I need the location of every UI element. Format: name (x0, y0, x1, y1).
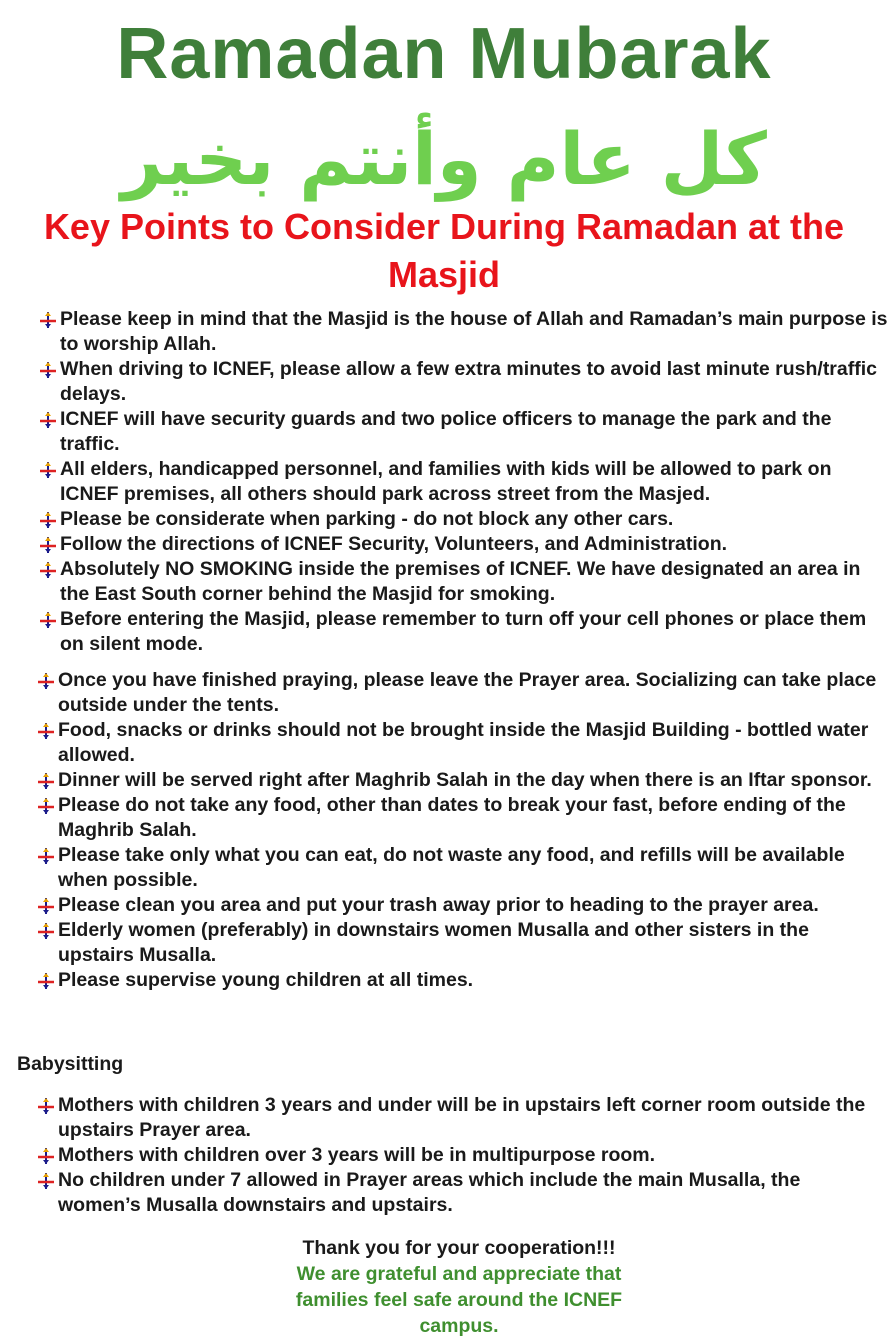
four-point-arrow-bullet-icon (38, 311, 58, 329)
list-item-text: Follow the directions of ICNEF Security, Volunteers, and Administration. (60, 533, 728, 555)
list-item (38, 457, 888, 507)
four-point-arrow-bullet-icon (38, 611, 58, 629)
list-item-text: Absolutely NO SMOKING inside the premises of ICNEF. We have designated an area in the East South corner behind the Masjid for smoking. (60, 558, 861, 605)
list-item-text: Dinner will be served right after Maghrib Salah in the day when there is an Iftar sponsor. (58, 769, 872, 791)
list-item (38, 557, 888, 607)
list-item (36, 768, 886, 793)
list-item-text: All elders, handicapped personnel, and families with kids will be allowed to park on ICNEF premises, all others should park across street from the Masjed. (60, 458, 832, 505)
four-point-arrow-bullet-icon (36, 1147, 56, 1165)
list-item-text: Mothers with children over 3 years will be in multipurpose room. (58, 1144, 656, 1166)
four-point-arrow-bullet-icon (38, 411, 58, 429)
list-item-text: Elderly women (preferably) in downstairs women Musalla and other sisters in the upstairs Musalla. (58, 919, 809, 966)
list-item-text: Please clean you area and put your trash away prior to heading to the prayer area. (58, 894, 819, 916)
list-item (38, 607, 888, 657)
list-item (36, 893, 886, 918)
four-point-arrow-bullet-icon (36, 1172, 56, 1190)
list-item-text: Mothers with children 3 years and under will be in upstairs left corner room outside the upstairs Prayer area. (58, 1094, 866, 1141)
list-item (36, 1168, 886, 1218)
list-item-text: Before entering the Masjid, please remember to turn off your cell phones or place them on silent mode. (60, 608, 867, 655)
list-item-text: When driving to ICNEF, please allow a few extra minutes to avoid last minute rush/traffic delays. (60, 358, 877, 405)
list-item-text: Food, snacks or drinks should not be brought inside the Masjid Building - bottled water allowed. (58, 719, 869, 766)
four-point-arrow-bullet-icon (36, 847, 56, 865)
page-title: Ramadan Mubarak (116, 14, 772, 94)
list-item (36, 1143, 886, 1168)
list-item (38, 507, 888, 532)
list-item-text: Please take only what you can eat, do not waste any food, and refills will be available when possible. (58, 844, 845, 891)
babysitting-heading: Babysitting (17, 1053, 124, 1075)
list-item (36, 718, 886, 768)
four-point-arrow-bullet-icon (36, 972, 56, 990)
babysitting-list (36, 1093, 886, 1218)
key-points-list-1 (38, 307, 888, 657)
four-point-arrow-bullet-icon (38, 561, 58, 579)
list-item (38, 407, 888, 457)
list-item-text: Please do not take any food, other than dates to break your fast, before ending of the Maghrib Salah. (58, 794, 846, 841)
list-item (36, 843, 886, 893)
list-item (36, 968, 886, 993)
four-point-arrow-bullet-icon (38, 461, 58, 479)
four-point-arrow-bullet-icon (36, 897, 56, 915)
list-item (36, 793, 886, 843)
four-point-arrow-bullet-icon (36, 672, 56, 690)
list-item (36, 668, 886, 718)
list-item (38, 532, 888, 557)
list-item (38, 307, 888, 357)
list-item-text: ICNEF will have security guards and two police officers to manage the park and the traffic. (60, 408, 832, 455)
four-point-arrow-bullet-icon (36, 922, 56, 940)
four-point-arrow-bullet-icon (36, 1097, 56, 1115)
four-point-arrow-bullet-icon (38, 361, 58, 379)
thanks-message: Thank you for your cooperation!!! (302, 1237, 616, 1259)
four-point-arrow-bullet-icon (36, 797, 56, 815)
key-points-list-2 (36, 668, 886, 993)
list-item-text: Please keep in mind that the Masjid is the house of Allah and Ramadan’s main purpose is to worship Allah. (60, 308, 888, 355)
four-point-arrow-bullet-icon (38, 511, 58, 529)
list-item-text: No children under 7 allowed in Prayer areas which include the main Musalla, the women’s Musalla downstairs and upstairs. (58, 1169, 801, 1216)
grateful-message: We are grateful and appreciate that families feel safe around the ICNEF campus. (295, 1263, 623, 1337)
arabic-greeting: كل عام وأنتم بخير (121, 117, 767, 201)
list-item-text: Please be considerate when parking - do not block any other cars. (60, 508, 674, 530)
list-item (36, 1093, 886, 1143)
four-point-arrow-bullet-icon (36, 772, 56, 790)
four-point-arrow-bullet-icon (38, 536, 58, 554)
list-item-text: Please supervise young children at all times. (58, 969, 474, 991)
page-subtitle: Key Points to Consider During Ramadan at the Masjid (43, 206, 845, 295)
list-item (36, 918, 886, 968)
list-item (38, 357, 888, 407)
four-point-arrow-bullet-icon (36, 722, 56, 740)
list-item-text: Once you have finished praying, please leave the Prayer area. Socializing can take place outside under the tents. (58, 669, 877, 716)
